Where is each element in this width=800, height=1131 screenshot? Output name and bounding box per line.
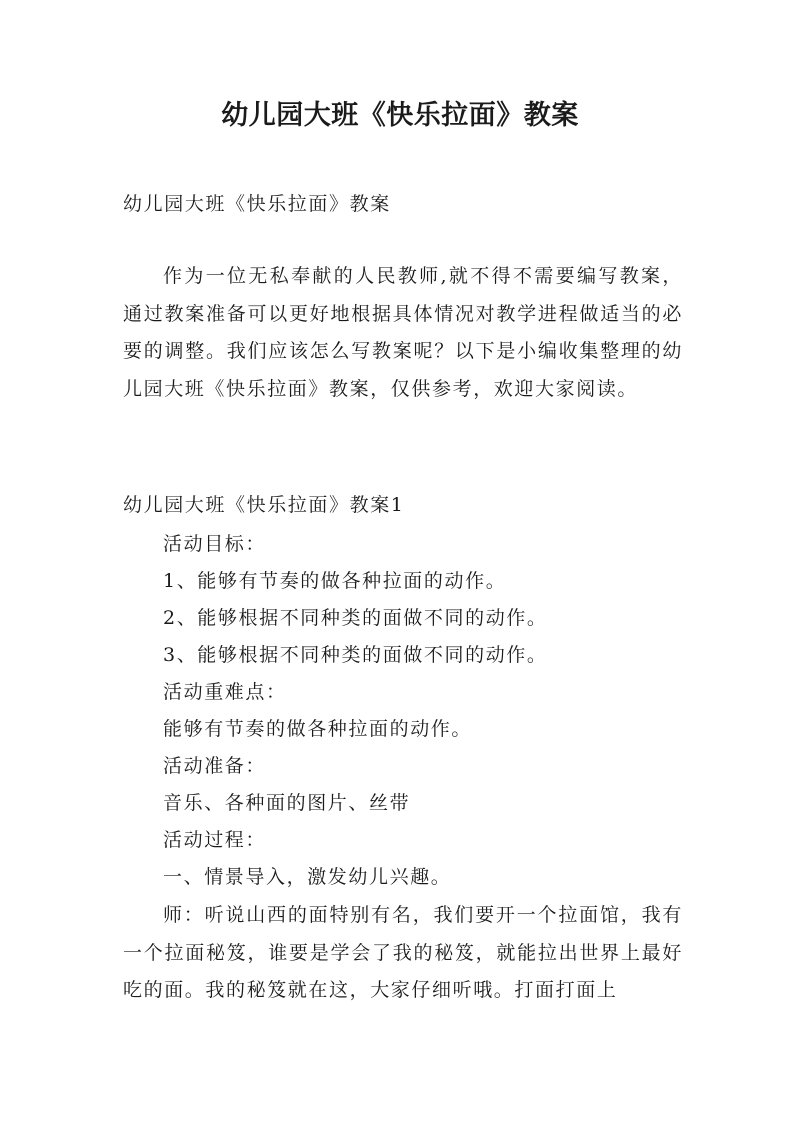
process-step-1: 一、情景导入，激发幼儿兴趣。 (163, 866, 452, 888)
key-points-label: 活动重难点： (163, 681, 287, 703)
goal-item-1: 1、能够有节奏的做各种拉面的动作。 (163, 570, 507, 592)
prep-label: 活动准备： (163, 755, 267, 777)
document-title: 幼儿园大班《快乐拉面》教案 (221, 100, 579, 131)
goal-item-3: 3、能够根据不同种类的面做不同的动作。 (163, 644, 548, 666)
intro-paragraph: 作为一位无私奉献的人民教师,就不得不需要编写教案，通过教案准备可以更好地根据具体情况对教学进程做适当的必要的调整。我们应该怎么写教案呢？以下是小编收集整理的幼儿园大班《快乐拉面》教案，仅供参考，欢迎大家阅读。 (123, 265, 683, 400)
goal-item-2: 2、能够根据不同种类的面做不同的动作。 (163, 607, 548, 629)
key-points-text: 能够有节奏的做各种拉面的动作。 (163, 718, 473, 740)
process-label: 活动过程： (163, 829, 267, 851)
document-subtitle: 幼儿园大班《快乐拉面》教案 (123, 193, 391, 215)
section-heading: 幼儿园大班《快乐拉面》教案1 (123, 494, 405, 516)
prep-text: 音乐、各种面的图片、丝带 (163, 792, 411, 814)
teacher-speech-paragraph: 师：听说山西的面特别有名，我们要开一个拉面馆，我有一个拉面秘笈，谁要是学会了我的秘笈，就能拉出世界上最好吃的面。我的秘笈就在这，大家仔细听哦。打面打面上 (123, 904, 683, 1001)
goals-label: 活动目标： (163, 533, 267, 555)
